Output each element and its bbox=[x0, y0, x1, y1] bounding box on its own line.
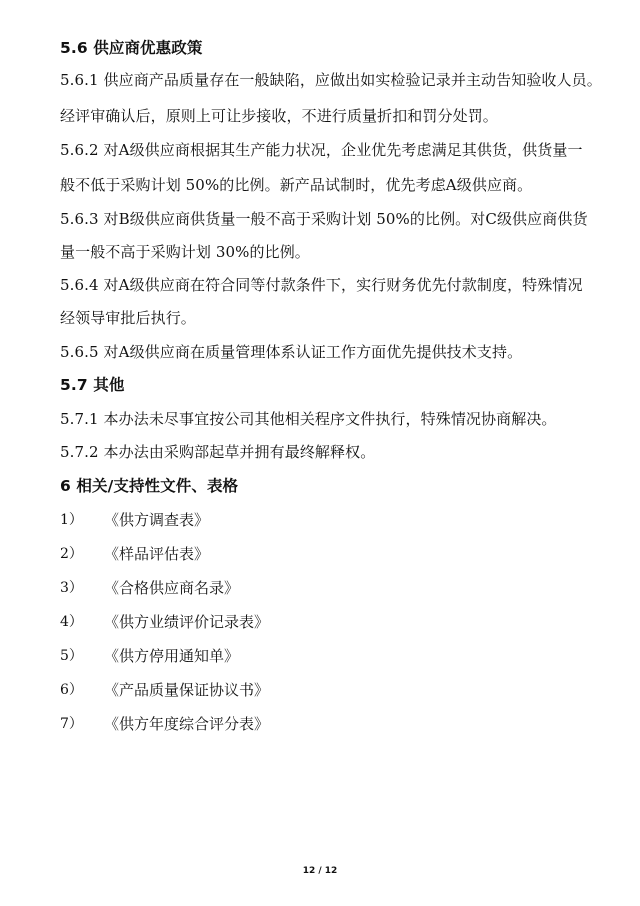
list-item-number: 6） bbox=[60, 682, 83, 698]
list-item-number: 4） bbox=[60, 614, 83, 630]
list-item-text: 《合格供应商名录》 bbox=[104, 579, 240, 597]
paragraph-5-6-3-line-2: 量一般不高于采购计划 30%的比例。 bbox=[60, 243, 310, 261]
paragraph-5-6-2-line-2: 般不低于采购计划 50%的比例。新产品试制时，优先考虑A级供应商。 bbox=[60, 176, 533, 194]
paragraph-5-6-2-line-1: 5.6.2 对A级供应商根据其生产能力状况，企业优先考虑满足其供货，供货量一 bbox=[60, 141, 583, 159]
list-item-text: 《供方调查表》 bbox=[104, 511, 210, 529]
paragraph-5-6-1-line-1: 5.6.1 供应商产品质量存在一般缺陷，应做出如实检验记录并主动告知验收人员。 bbox=[60, 71, 602, 89]
list-item-text: 《供方年度综合评分表》 bbox=[104, 715, 270, 733]
list-item-text: 《供方停用通知单》 bbox=[104, 647, 240, 665]
paragraph-5-6-4-line-2: 经领导审批后执行。 bbox=[60, 309, 196, 327]
paragraph-5-7-1: 5.7.1 本办法未尽事宜按公司其他相关程序文件执行，特殊情况协商解决。 bbox=[60, 410, 557, 428]
paragraph-5-7-2: 5.7.2 本办法由采购部起草并拥有最终解释权。 bbox=[60, 443, 376, 461]
page-number: 12 / 12 bbox=[302, 866, 338, 876]
paragraph-5-6-1-line-2: 经评审确认后，原则上可让步接收，不进行质量折扣和罚分处罚。 bbox=[60, 107, 498, 125]
list-item-text: 《供方业绩评价记录表》 bbox=[104, 613, 270, 631]
list-item-number: 3） bbox=[60, 580, 83, 596]
list-item-number: 7） bbox=[60, 716, 83, 732]
section-heading-6: 6 相关/支持性文件、表格 bbox=[60, 477, 239, 495]
paragraph-5-6-3-line-1: 5.6.3 对B级供应商供货量一般不高于采购计划 50%的比例。对C级供应商供货 bbox=[60, 210, 588, 228]
paragraph-5-6-5: 5.6.5 对A级供应商在质量管理体系认证工作方面优先提供技术支持。 bbox=[60, 343, 523, 361]
paragraph-5-6-4-line-1: 5.6.4 对A级供应商在符合同等付款条件下，实行财务优先付款制度，特殊情况 bbox=[60, 276, 583, 294]
list-item-number: 2） bbox=[60, 546, 83, 562]
list-item-number: 5） bbox=[60, 648, 83, 664]
section-heading-5-7: 5.7 其他 bbox=[60, 376, 125, 394]
list-item-number: 1） bbox=[60, 512, 83, 528]
list-item-text: 《样品评估表》 bbox=[104, 545, 210, 563]
list-item-text: 《产品质量保证协议书》 bbox=[104, 681, 270, 699]
section-heading-5-6: 5.6 供应商优惠政策 bbox=[60, 39, 203, 57]
